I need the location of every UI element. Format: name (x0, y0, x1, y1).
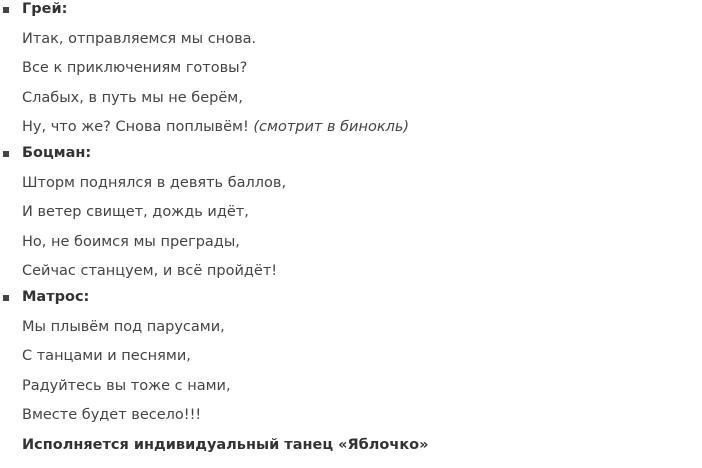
verse-line: Сейчас станцуем, и всё пройдёт! (22, 263, 278, 280)
final-stage-note: Исполняется индивидуальный танец «Яблочко» (22, 436, 429, 453)
verse-line: Но, не боимся мы преграды, (22, 233, 240, 250)
bullet-square-icon (3, 7, 9, 13)
speaker-name: Грей: (22, 1, 68, 17)
speaker-sailor (0, 283, 702, 313)
stage-direction: (смотрит в бинокль) (253, 119, 410, 136)
verse-line: Мы плывём под парусами, (22, 318, 225, 335)
verse-line: Радуйтесь вы тоже с нами, (22, 377, 231, 394)
speaker-name: Матрос: (22, 288, 90, 305)
verse-text: Ну, что же? Снова поплывём! (22, 119, 249, 136)
verse-line: И ветер свищет, дождь идёт, (22, 204, 249, 221)
speaker-bosun (0, 139, 702, 169)
verse-line: Вместе будет весело!!! (22, 407, 202, 424)
speaker-grey (0, 0, 702, 25)
verse-line: Все к приключениям готовы? (22, 60, 248, 77)
bullet-square-icon (3, 295, 9, 301)
verse-line: Шторм поднялся в девять баллов, (22, 174, 287, 191)
bullet-square-icon (3, 151, 9, 157)
speaker-name: Боцман: (22, 144, 92, 161)
verse-line: С танцами и песнями, (22, 348, 191, 365)
verse-line: Слабых, в путь мы не берём, (22, 89, 243, 106)
verse-line: Итак, отправляемся мы снова. (22, 30, 257, 47)
